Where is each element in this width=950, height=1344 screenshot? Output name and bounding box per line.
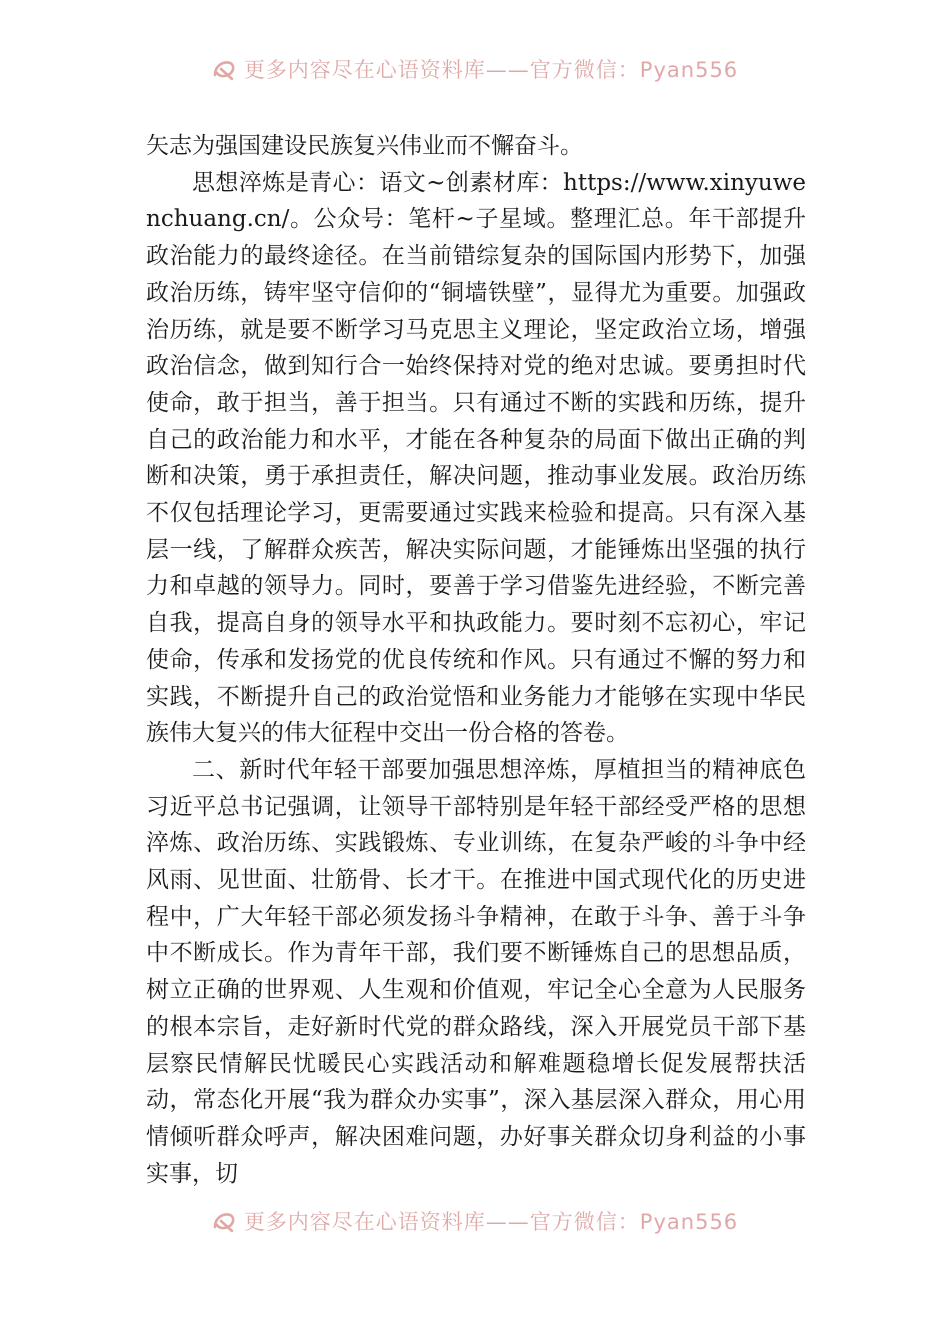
paragraph-section-two: 二、新时代年轻干部要加强思想淬炼，厚植担当的精神底色习近平总书记强调，让领导干部特别是年轻干部经受严格的思想淬炼、政治历练、实践锻炼、专业训练，在复杂严峻的斗争中经风雨、见世面、壮筋骨、长才干。在推进中国式现代化的历史进程中，广大年轻干部必须发扬斗争精神，在敢于斗争、善于斗争中不断成长。作为青年干部，我们要不断锤炼自己的思想品质，树立正确的世界观、人生观和价值观，牢记全心全意为人民服务的根本宗旨，走好新时代党的群众路线，深入开展党员干部下基层察民情解民忧暖民心实践活动和解难题稳增长促发展帮扶活动，常态化开展“我为群众办实事”，深入基层深入群众，用心用情倾听群众呼声，解决困难问题，办好事关群众切身利益的小事实事，切 <box>146 756 806 1187</box>
logo-icon <box>212 57 238 81</box>
watermark-text: 更多内容尽在心语资料库——官方微信：Pyan556 <box>243 1210 739 1234</box>
logo-icon <box>212 1209 238 1233</box>
watermark-text: 更多内容尽在心语资料库——官方微信：Pyan556 <box>243 58 739 82</box>
watermark-header <box>0 52 950 86</box>
document-body <box>146 128 806 1192</box>
paragraph-continuation: 矢志为强国建设民族复兴伟业而不懈奋斗。 <box>146 133 583 159</box>
paragraph-political-training: 思想淬炼是青心：语文~创素材库：https://www.xinyuwenchuang.cn/。公众号：笔杆~子星域。整理汇总。年干部提升政治能力的最终途径。在当前错综复杂的国际国内形势下，加强政治历练，铸牢坚守信仰的“铜墙铁壁”，显得尤为重要。加强政治历练，就是要不断学习马克思主义理论，坚定政治立场，增强政治信念，做到知行合一始终保持对党的绝对忠诚。要勇担时代使命，敢于担当，善于担当。只有通过不断的实践和历练，提升自己的政治能力和水平，才能在各种复杂的局面下做出正确的判断和决策，勇于承担责任，解决问题，推动事业发展。政治历练不仅包括理论学习，更需要通过实践来检验和提高。只有深入基层一线，了解群众疾苦，解决实际问题，才能锤炼出坚强的执行力和卓越的领导力。同时，要善于学习借鉴先进经验，不断完善自我，提高自身的领导水平和执政能力。要时刻不忘初心，牢记使命，传承和发扬党的优良传统和作风。只有通过不懈的努力和实践，不断提升自己的政治觉悟和业务能力才能够在实现中华民族伟大复兴的伟大征程中交出一份合格的答卷。 <box>146 169 806 747</box>
watermark-footer <box>0 1204 950 1238</box>
